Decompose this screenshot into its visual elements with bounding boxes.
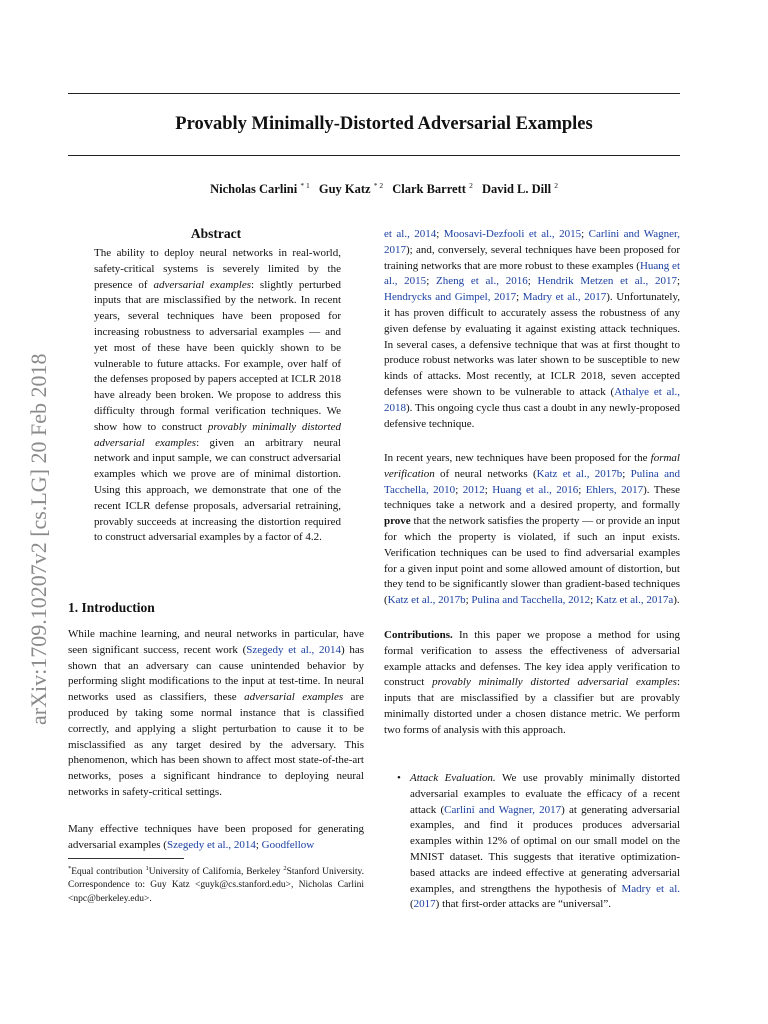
abstract-heading: Abstract: [190, 226, 242, 241]
citation-link[interactable]: Huang et al., 2016: [492, 483, 579, 496]
citation-link[interactable]: Pulina and Tacchella, 2012: [471, 594, 591, 607]
author-3: Clark Barrett $^2$: [392, 181, 473, 197]
introduction-heading: 1. Introduction: [68, 600, 155, 615]
arxiv-stamp: arXiv:1709.10207v2 [cs.LG] 20 Feb 2018: [26, 353, 51, 725]
header-rule-top: [68, 93, 680, 94]
citation-link[interactable]: Madry et al., 2017: [522, 291, 607, 304]
citation-link[interactable]: Katz et al., 2017b: [536, 467, 623, 480]
citation-link[interactable]: Katz et al., 2017b: [387, 594, 466, 607]
footnote: *Equal contribution $^1$University of California, Berkeley $^2$Stanford University. Correspondence to: Guy Katz <guyk@cs.stanford.edu>, Nicholas Carlini <npc@berkeley.edu>.: [68, 865, 364, 904]
author-1: Nicholas Carlini $^{* 1}$: [210, 181, 310, 197]
introduction-paragraph-1: While machine learning, and neural networks in particular, have seen significant success, recent work (Szegedy et al., 2014) has shown that an adversary can cause unintended behavior by performing slight modifications to the input at test-time. In neural networks used as classifiers, these adversarial examples are produced by taking some normal instance that is classified correctly, and applying a slight perturbation to cause it to be misclassified as any target desired by the adversary. This phenomenon, which has been shown to affect most state-of-the-art networks, poses a significant hindrance to deploying neural networks in safety-critical settings.: [68, 628, 364, 798]
citation-link[interactable]: Ehlers, 2017: [585, 483, 644, 496]
citation-link[interactable]: Athalye et al., 2018: [384, 385, 680, 414]
paper-title: Provably Minimally-Distorted Adversarial Examples: [175, 114, 593, 134]
author-2: Guy Katz $^{* 2}$: [318, 181, 384, 197]
citation-link[interactable]: Szegedy et al., 2014: [166, 838, 256, 851]
citation-link[interactable]: Hendrik Metzen et al., 2017: [537, 275, 677, 288]
citation-link[interactable]: Szegedy et al., 2014: [246, 643, 341, 656]
citation-link[interactable]: 2017: [413, 898, 436, 911]
list-item: • Attack Evaluation. We use provably minimally distorted adversarial examples to evaluate the efficacy of a recent attack (Carlini and Wagner, 2017) at generating adversarial examples, and find it produces produces adversarial examples within 12% of optimal on our small model on the MNIST dataset. This suggests that iterative optimization-based attacks are indeed effective at generating adversarial examples, and strengthens the hypothesis of Madry et al. (2017) that first-order attacks are “universal”.: [397, 772, 680, 911]
contributions-list: [384, 771, 680, 913]
author-list: [0, 181, 768, 197]
citation-link[interactable]: Moosavi-Dezfooli et al., 2015: [443, 228, 582, 240]
citation-link[interactable]: Zheng et al., 2016: [436, 275, 528, 288]
citation-link[interactable]: Carlini and Wagner, 2017: [444, 803, 562, 816]
citation-link[interactable]: Huang et al., 2015: [384, 259, 680, 288]
citation-link[interactable]: 2012: [462, 483, 485, 496]
abstract-body: The ability to deploy neural networks in real-world, safety-critical systems is severely limited by the presence of adversarial examples: slightly perturbed inputs that are misclassified by the network. In recent years, several techniques have been proposed for increasing robustness to adversarial examples — and yet most of these have been quickly shown to be vulnerable to future attacks. For example, over half of the defenses proposed by papers accepted at ICLR 2018 have already been broken. We propose to address this difficulty through formal verification techniques. We show how to construct provably minimally distorted adversarial examples: given an arbitrary neural network and input sample, we can construct adversarial examples which we prove are of minimal distortion. Using this approach, we demonstrate that one of the recent ICLR defense proposals, adversarial retraining, provably succeeds at increasing the distortion required to construct adversarial examples by a factor of 4.2.: [94, 247, 341, 544]
footnote-rule: [68, 858, 184, 859]
header-rule-bottom: [68, 155, 680, 156]
citation-link[interactable]: et al., 2014: [384, 228, 437, 240]
citation-link[interactable]: Pulina and Tacchella, 2010: [384, 467, 680, 496]
citation-link[interactable]: Katz et al., 2017a: [595, 594, 674, 607]
contributions-paragraph: Contributions. In this paper we propose a method for using formal verification to assess the effectiveness of adversarial example attacks and defenses. The key idea apply verification to construct provably minimally distorted adversarial examples: inputs that are misclassified by a classifier but are provably minimally distorted under a chosen distance metric. We perform two forms of analysis with this approach.: [384, 629, 680, 736]
citation-link[interactable]: Hendrycks and Gimpel, 2017: [384, 291, 517, 304]
introduction-paragraph-2: Many effective techniques have been proposed for generating adversarial examples (Szegedy et al., 2014; Goodfellow: [68, 823, 364, 851]
right-paragraph-2: In recent years, new techniques have been proposed for the formal verification of neural networks (Katz et al., 2017b; Pulina and Tacchella, 2010; 2012; Huang et al., 2016; Ehlers, 2017). These techniques take a network and a desired property, and formally prove that the network satisfies the property — or provide an input for which the property is violated, if such an input exists. Verification techniques can be used to find adversarial examples for a given input point and some allowed amount of distortion, but they tend to be significantly slower than gradient-based techniques (Katz et al., 2017b; Pulina and Tacchella, 2012; Katz et al., 2017a).: [384, 452, 681, 607]
author-4: David L. Dill $^2$: [481, 181, 558, 197]
citation-link[interactable]: Goodfellow: [261, 838, 315, 851]
bullet-icon: •: [397, 772, 401, 784]
right-paragraph-1: et al., 2014; Moosavi-Dezfooli et al., 2015; Carlini and Wagner, 2017); and, conversely, several techniques have been proposed for training networks that are more robust to these examples (Huang et al., 2015; Zheng et al., 2016; Hendrik Metzen et al., 2017; Hendrycks and Gimpel, 2017; Madry et al., 2017). Unfortunately, it has proven difficult to accurately assess the robustness of any given defense by evaluating it against existing attack techniques. In several cases, a defensive technique that was at first thought to produce robust networks was later shown to be susceptible to new kinds of attacks. Most recently, at ICLR 2018, seven accepted defenses were shown to be vulnerable to attack (Athalye et al., 2018). This ongoing cycle thus cast a doubt in any newly-proposed defensive technique.: [384, 228, 681, 430]
citation-link[interactable]: Madry et al.: [621, 882, 680, 895]
citation-link[interactable]: Carlini and Wagner, 2017: [384, 228, 680, 256]
